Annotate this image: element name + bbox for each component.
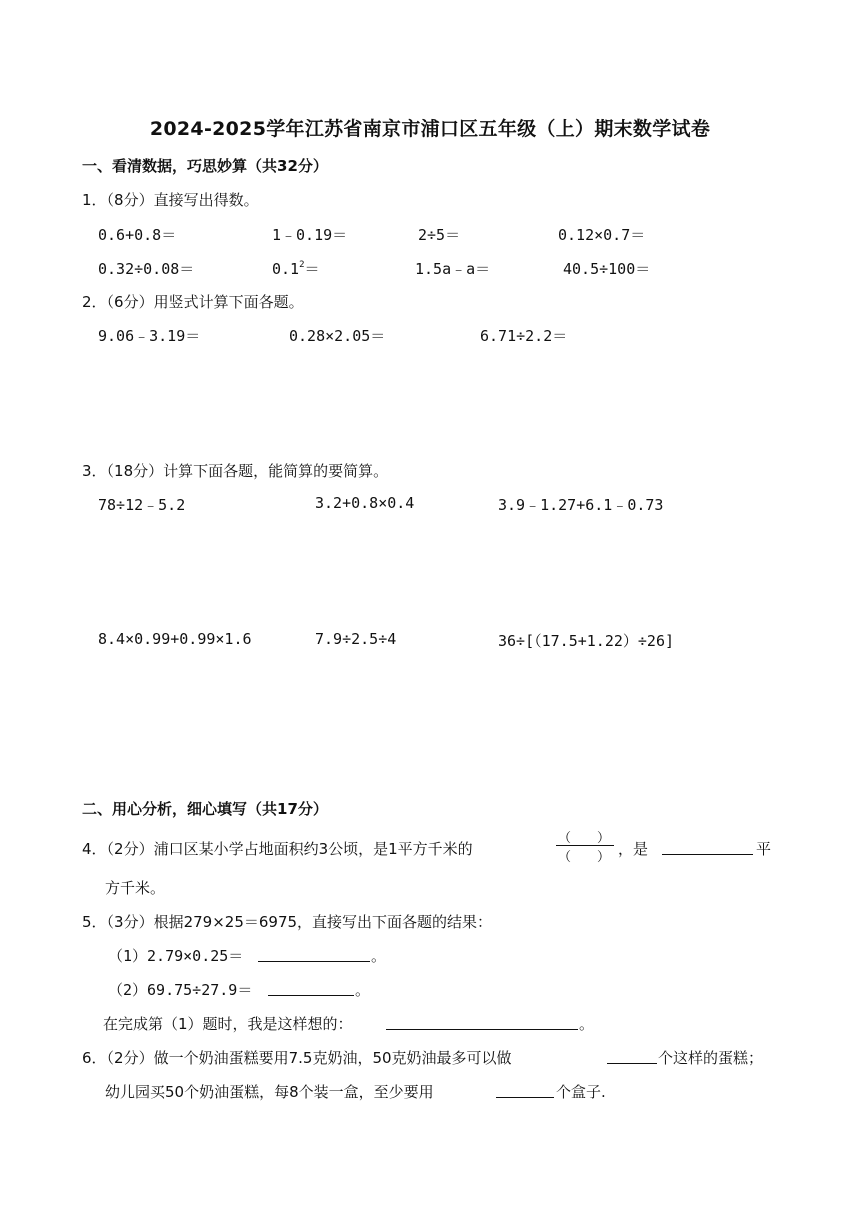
question-5-label: 5．（3分）根据279×25＝6975，直接写出下面各题的结果： <box>82 913 493 931</box>
q5-sub-1: （1）2.79×0.25＝ <box>108 947 244 965</box>
fraction-denominator-paren: （ ） <box>558 850 611 865</box>
question-4-text: 4．（2分）浦口区某小学占地面积约3公顷，是1平方千米的 <box>82 840 473 858</box>
q2-expression: 9.06﹣3.19＝ <box>98 327 201 345</box>
answer-blank[interactable] <box>662 838 753 857</box>
equals-sign: ＝ <box>304 260 320 278</box>
q1-expression: 1﹣0.19＝ <box>272 226 348 244</box>
fraction-blank[interactable] <box>556 828 616 865</box>
q1-expression-power <box>272 258 320 279</box>
question-6-text: 个这样的蛋糕； <box>658 1049 764 1067</box>
q2-expression: 0.28×2.05＝ <box>289 327 386 345</box>
fraction-numerator-paren: （ ） <box>558 831 611 846</box>
q1-expression: 40.5÷100＝ <box>563 260 651 278</box>
page-title: 2024-2025学年江苏省南京市浦口区五年级（上）期末数学试卷 <box>149 118 711 140</box>
answer-blank[interactable] <box>386 1013 578 1032</box>
question-2-label: 2．（6分）用竖式计算下面各题。 <box>82 293 304 311</box>
q2-expression: 6.71÷2.2＝ <box>480 327 568 345</box>
q1-expression: 1.5a﹣a＝ <box>415 260 491 278</box>
q3-expression: 78÷12﹣5.2 <box>98 496 186 514</box>
q5-sub-3: 在完成第（1）题时，我是这样想的： <box>103 1015 353 1033</box>
question-6-text: 6．（2分）做一个奶油蛋糕要用7.5克奶油，50克奶油最多可以做 <box>82 1049 512 1067</box>
question-6-text: 幼儿园买50个奶油蛋糕，每8个装一盒，至少要用 <box>105 1083 434 1101</box>
q3-expression: 36÷[（17.5+1.22）÷26] <box>498 632 675 650</box>
period: 。 <box>355 981 371 999</box>
answer-blank[interactable] <box>607 1047 657 1066</box>
q3-expression: 3.2+0.8×0.4 <box>315 494 415 512</box>
q5-sub-2: （2）69.75÷27.9＝ <box>108 981 253 999</box>
section-1-heading: 一、看清数据，巧思妙算（共32分） <box>82 157 328 175</box>
q1-expression: 2÷5＝ <box>418 226 461 244</box>
q3-expression: 8.4×0.99+0.99×1.6 <box>98 630 252 648</box>
q1-expression: 0.12×0.7＝ <box>558 226 646 244</box>
section-2-heading: 二、用心分析，细心填写（共17分） <box>82 800 328 818</box>
answer-blank[interactable] <box>496 1081 554 1100</box>
question-6-text: 个盒子. <box>556 1083 606 1101</box>
question-4-text: 平 <box>756 840 772 858</box>
power-exponent: 2 <box>299 260 305 270</box>
q3-expression: 3.9﹣1.27+6.1﹣0.73 <box>498 496 664 514</box>
period: 。 <box>579 1015 595 1033</box>
question-3-label: 3．（18分）计算下面各题，能简算的要简算。 <box>82 462 389 480</box>
answer-blank[interactable] <box>258 945 370 964</box>
power-base: 0.1 <box>272 260 300 278</box>
q3-expression: 7.9÷2.5÷4 <box>315 630 397 648</box>
answer-blank[interactable] <box>268 979 354 998</box>
q1-expression: 0.6+0.8＝ <box>98 226 177 244</box>
question-4-text: ，是 <box>618 840 649 858</box>
q1-expression: 0.32÷0.08＝ <box>98 260 195 278</box>
question-4-text: 方千米。 <box>105 879 166 897</box>
question-1-label: 1．（8分）直接写出得数。 <box>82 191 259 209</box>
period: 。 <box>371 947 387 965</box>
